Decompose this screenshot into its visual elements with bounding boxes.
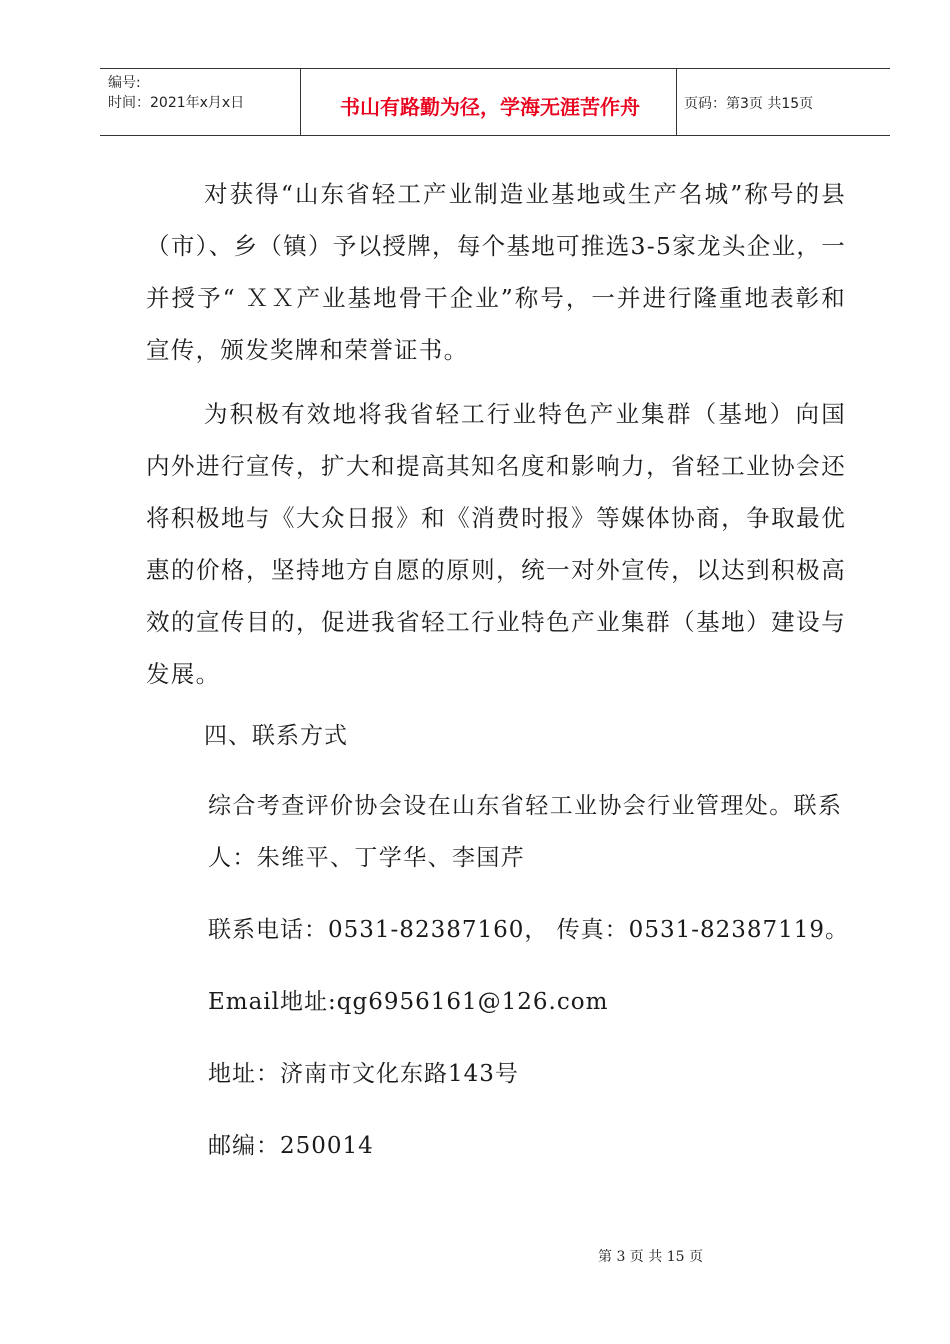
page-footer-number: 第 3 页 共 15 页	[598, 1249, 703, 1265]
doc-number-label: 编号:	[108, 75, 141, 91]
header-meta	[108, 73, 244, 113]
paragraph-publicity: 为积极有效地将我省轻工行业特色产业集群（基地）向国内外进行宣传，扩大和提高其知名度和影响力，省轻工业协会还将积极地与《大众日报》和《消费时报》等媒体协商，争取最优惠的价格，坚持地方自愿的原则，统一对外宣传，以达到积极高效的宣传目的，促进我省轻工行业特色产业集群（基地）建设与发展。	[146, 400, 846, 688]
contact-email: Email地址:qg6956161@126.com	[208, 989, 609, 1015]
paragraph-award: 对获得“山东省轻工产业制造业基地或生产名城”称号的县（市）、乡（镇）予以授牌，每个基地可推选3-5家龙头企业，一并授予“ ＸＸ产业基地骨干企业”称号，一并进行隆重地表彰和宣传，颁发奖牌和荣誉证书。	[146, 180, 846, 364]
contact-organization: 综合考查评价协会设在山东省轻工业协会行业管理处。联系人：朱维平、丁学华、李国芹	[208, 793, 843, 871]
header-divider	[676, 69, 677, 135]
contact-phone-fax: 联系电话：0531-82387160， 传真：0531-82387119。	[208, 917, 850, 943]
header-motto: 书山有路勤为径，学海无涯苦作舟	[340, 95, 640, 119]
header-page-info: 页码：第3页 共15页	[684, 96, 814, 112]
date-label: 时间：2021年x月x日	[108, 95, 245, 111]
page-header	[100, 68, 890, 136]
header-divider	[300, 69, 301, 135]
section-heading-contact: 四、联系方式	[204, 723, 348, 749]
contact-postcode: 邮编：250014	[208, 1133, 374, 1159]
contact-address: 地址：济南市文化东路143号	[208, 1061, 519, 1087]
